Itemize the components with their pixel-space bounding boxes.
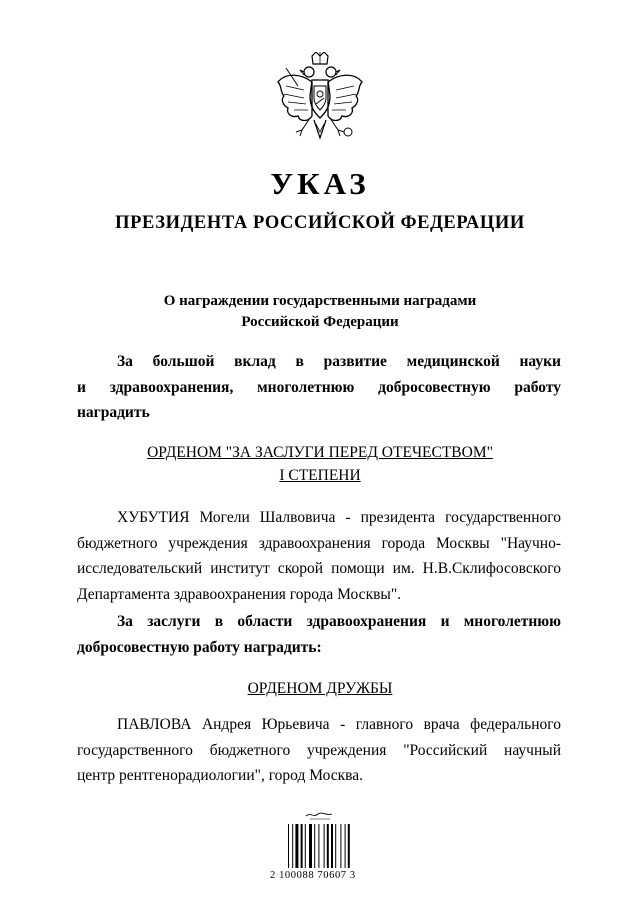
order-line: ОРДЕНОМ "ЗА ЗАСЛУГИ ПЕРЕД ОТЕЧЕСТВОМ" <box>147 444 493 461</box>
paragraph-line: наградить <box>77 404 150 421</box>
page-title: УКАЗ <box>270 166 370 201</box>
paragraph-line: ХУБУТИЯ Могели Шалвовича - президента государственного <box>117 509 561 526</box>
heading-line: О награждении государственными наградами <box>163 293 477 309</box>
heading-line: Российской Федерации <box>241 314 399 330</box>
paragraph-line: За заслуги в области здравоохранения и многолетнюю <box>117 613 561 630</box>
paragraph-line: бюджетного учреждения здравоохранения города Москвы "Научно- <box>77 534 561 552</box>
coat-of-arms-icon <box>272 52 368 152</box>
paragraph-line: Департамента здравоохранения города Москвы". <box>77 585 402 603</box>
paragraph-line: исследовательский институт скорой помощи им. Н.В.Склифосовского <box>77 560 561 577</box>
paragraph-line: государственного бюджетного учреждения "Российский научный <box>77 741 561 759</box>
order-line: I СТЕПЕНИ <box>279 467 361 484</box>
award-paragraph-2 <box>77 712 561 789</box>
paragraph-line: За большой вклад в развитие медицинской науки <box>117 353 561 370</box>
award-paragraph-1 <box>77 505 561 607</box>
paragraph-line: и здравоохранения, многолетнюю добросовестную работу <box>77 378 561 396</box>
paragraph-line: центр рентгенорадиологии", город Москва. <box>77 767 364 784</box>
order-title-merit <box>0 441 640 487</box>
paragraph-line: добросовестную работу наградить: <box>77 638 322 656</box>
paragraph-line: ПАВЛОВА Андрея Юрьевича - главного врача федерального <box>117 716 561 733</box>
order-title-friendship <box>0 677 640 700</box>
page-subtitle: ПРЕЗИДЕНТА РОССИЙСКОЙ ФЕДЕРАЦИИ <box>115 213 525 233</box>
intro-paragraph-2 <box>77 609 561 660</box>
order-line: ОРДЕНОМ ДРУЖБЫ <box>247 680 393 697</box>
intro-paragraph <box>77 349 561 426</box>
document-heading <box>120 291 520 333</box>
barcode-number: 2 100088 70607 3 <box>270 870 356 881</box>
